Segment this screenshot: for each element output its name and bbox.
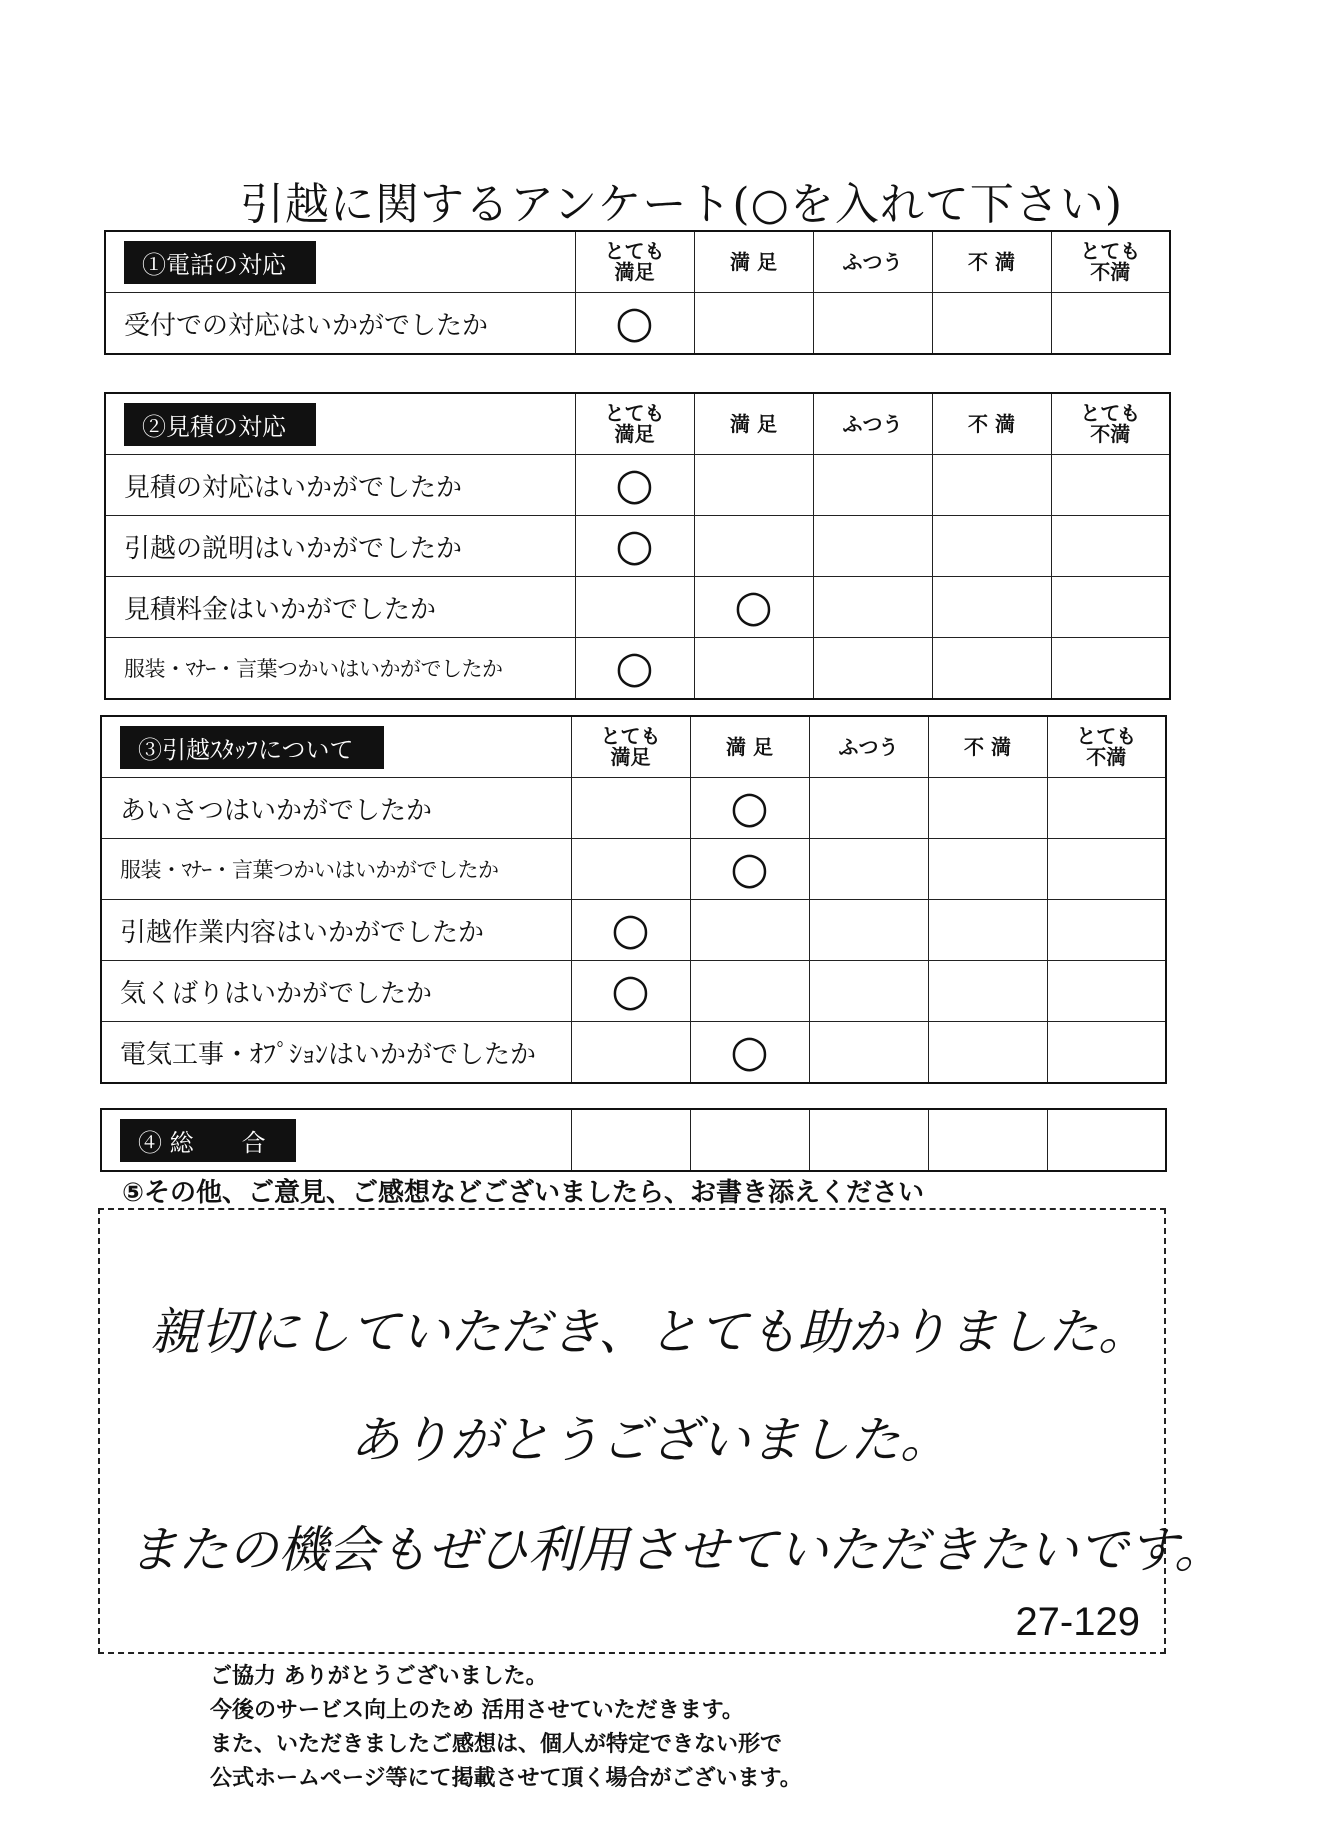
question-text: 受付での対応はいかがでしたか <box>105 293 575 355</box>
rating-cell[interactable] <box>1051 638 1170 700</box>
rating-header <box>571 1109 690 1171</box>
rating-header: 不 満 <box>932 231 1051 293</box>
rating-cell[interactable] <box>1051 516 1170 577</box>
rating-cell[interactable] <box>1047 778 1166 839</box>
rating-cell[interactable] <box>813 455 932 516</box>
question-row <box>101 839 1166 900</box>
rating-header: 不 満 <box>932 393 1051 455</box>
circle-mark-icon: ○ <box>730 1026 769 1077</box>
rating-cell[interactable] <box>694 293 813 355</box>
question-text: 見積料金はいかがでしたか <box>105 577 575 638</box>
rating-cell[interactable] <box>1047 900 1166 961</box>
rating-header <box>1047 1109 1166 1171</box>
rating-cell[interactable] <box>1051 293 1170 355</box>
survey-section-1 <box>104 230 1171 355</box>
rating-header: 満 足 <box>694 231 813 293</box>
rating-cell[interactable] <box>690 1022 809 1084</box>
rating-cell[interactable] <box>690 900 809 961</box>
footer-line: 公式ホームページ等にて掲載させて頂く場合がございます。 <box>210 1766 802 1791</box>
comments-box <box>98 1208 1224 1654</box>
comment-line: またの機会もぜひ利用させていただきたいです。 <box>128 1521 1224 1579</box>
section-label-cell <box>101 716 571 778</box>
section-label: ②見積の対応 <box>124 403 316 446</box>
question-text: あいさつはいかがでしたか <box>101 778 571 839</box>
question-row <box>101 961 1166 1022</box>
rating-cell[interactable] <box>813 293 932 355</box>
survey-section-2 <box>104 392 1171 700</box>
question-text: 気くばりはいかがでしたか <box>101 961 571 1022</box>
rating-header: とても 満足 <box>575 393 694 455</box>
rating-cell[interactable] <box>571 839 690 900</box>
rating-cell[interactable] <box>690 778 809 839</box>
rating-header: 満 足 <box>690 716 809 778</box>
rating-header <box>809 1109 928 1171</box>
question-text: 服装・ﾏﾅｰ・言葉つかいはいかがでしたか <box>101 839 571 900</box>
section-label: ④ 総 合 <box>120 1119 296 1162</box>
rating-cell[interactable] <box>928 961 1047 1022</box>
survey-section-3 <box>100 715 1167 1084</box>
circle-mark-icon: ○ <box>615 459 654 510</box>
section-label-cell <box>105 231 575 293</box>
comment-line: 親切にしていただき、とても助かりました。 <box>150 1303 1148 1361</box>
rating-cell[interactable] <box>809 961 928 1022</box>
rating-header: 不 満 <box>928 716 1047 778</box>
rating-header: とても 不満 <box>1051 393 1170 455</box>
comment-line: ありがとうございました。 <box>350 1411 950 1469</box>
circle-mark-icon: ○ <box>615 642 654 693</box>
section-label-cell <box>105 393 575 455</box>
rating-cell[interactable] <box>575 455 694 516</box>
rating-cell[interactable] <box>1047 1022 1166 1084</box>
rating-cell[interactable] <box>928 1022 1047 1084</box>
rating-cell[interactable] <box>575 516 694 577</box>
rating-cell[interactable] <box>809 839 928 900</box>
rating-cell[interactable] <box>813 638 932 700</box>
question-text: 引越作業内容はいかがでしたか <box>101 900 571 961</box>
rating-cell[interactable] <box>932 577 1051 638</box>
section-label: ③引越ｽﾀｯﾌについて <box>120 726 384 769</box>
rating-cell[interactable] <box>1051 455 1170 516</box>
question-row <box>101 900 1166 961</box>
rating-cell[interactable] <box>690 839 809 900</box>
rating-cell[interactable] <box>690 961 809 1022</box>
circle-mark-icon: ○ <box>611 904 650 955</box>
rating-cell[interactable] <box>575 577 694 638</box>
rating-cell[interactable] <box>809 778 928 839</box>
survey-section-4 <box>100 1108 1167 1172</box>
page-title: 引越に関するアンケート(○を入れて下さい) <box>240 179 1124 230</box>
rating-cell[interactable] <box>932 455 1051 516</box>
question-row <box>101 778 1166 839</box>
rating-cell[interactable] <box>813 516 932 577</box>
rating-cell[interactable] <box>571 900 690 961</box>
circle-mark-icon: ○ <box>611 965 650 1016</box>
rating-cell[interactable] <box>694 516 813 577</box>
rating-header: とても 不満 <box>1047 716 1166 778</box>
section-label-cell <box>101 1109 571 1171</box>
rating-cell[interactable] <box>1047 961 1166 1022</box>
footer-line: また、いただきましたご感想は、個人が特定できない形で <box>210 1732 783 1757</box>
comments-title: ⑤その他、ご意見、ご感想などございましたら、お書き添えください <box>122 1178 925 1208</box>
rating-cell[interactable] <box>575 638 694 700</box>
rating-cell[interactable] <box>694 455 813 516</box>
question-row <box>105 638 1170 700</box>
rating-cell[interactable] <box>694 577 813 638</box>
rating-cell[interactable] <box>932 638 1051 700</box>
rating-header: とても 満足 <box>575 231 694 293</box>
footer-line: ご協力 ありがとうございました。 <box>210 1664 548 1689</box>
rating-cell[interactable] <box>813 577 932 638</box>
rating-cell[interactable] <box>928 778 1047 839</box>
circle-mark-icon: ○ <box>734 581 773 632</box>
rating-cell[interactable] <box>571 961 690 1022</box>
rating-header: ふつう <box>813 393 932 455</box>
question-text: 電気工事・ｵﾌﾟｼｮﾝはいかがでしたか <box>101 1022 571 1084</box>
question-row <box>105 293 1170 355</box>
rating-cell[interactable] <box>1047 839 1166 900</box>
footer-notes <box>210 1660 802 1796</box>
rating-cell[interactable] <box>1051 577 1170 638</box>
rating-cell[interactable] <box>571 1022 690 1084</box>
rating-cell[interactable] <box>932 293 1051 355</box>
question-text: 服装・ﾏﾅｰ・言葉つかいはいかがでしたか <box>105 638 575 700</box>
rating-header: 満 足 <box>694 393 813 455</box>
section-label: ①電話の対応 <box>124 241 316 284</box>
question-row <box>101 1022 1166 1084</box>
question-row <box>105 455 1170 516</box>
rating-cell[interactable] <box>928 900 1047 961</box>
rating-cell[interactable] <box>694 638 813 700</box>
circle-mark-icon: ○ <box>615 520 654 571</box>
circle-mark-icon: ○ <box>615 297 654 348</box>
question-row <box>105 577 1170 638</box>
rating-cell[interactable] <box>932 516 1051 577</box>
rating-header <box>928 1109 1047 1171</box>
reference-number: 27-129 <box>1015 1600 1140 1644</box>
rating-header: とても 満足 <box>571 716 690 778</box>
rating-header: ふつう <box>813 231 932 293</box>
rating-cell[interactable] <box>928 839 1047 900</box>
circle-mark-icon: ○ <box>730 843 769 894</box>
rating-header: とても 不満 <box>1051 231 1170 293</box>
rating-cell[interactable] <box>809 1022 928 1084</box>
rating-cell[interactable] <box>575 293 694 355</box>
rating-header <box>690 1109 809 1171</box>
rating-cell[interactable] <box>571 778 690 839</box>
rating-header: ふつう <box>809 716 928 778</box>
rating-cell[interactable] <box>809 900 928 961</box>
question-text: 引越の説明はいかがでしたか <box>105 516 575 577</box>
question-text: 見積の対応はいかがでしたか <box>105 455 575 516</box>
footer-line: 今後のサービス向上のため 活用させていただきます。 <box>210 1698 744 1723</box>
circle-mark-icon: ○ <box>730 782 769 833</box>
question-row <box>105 516 1170 577</box>
